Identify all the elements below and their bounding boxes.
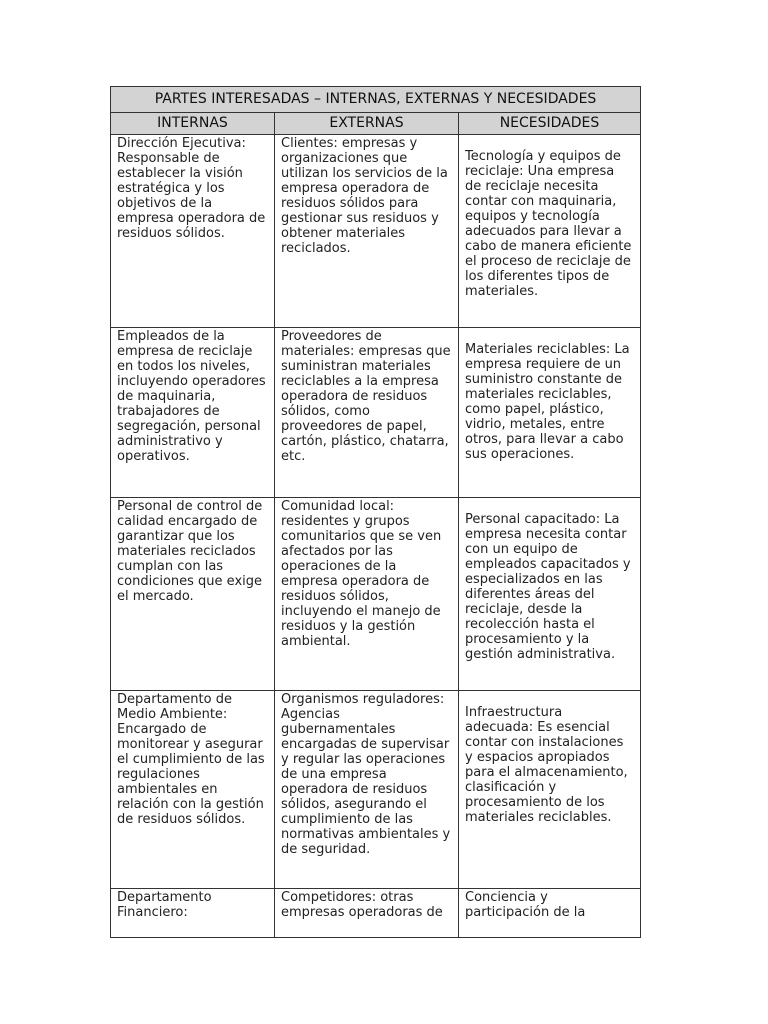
cell-internas: Departamento Financiero: [111,889,275,938]
cell-internas: Empleados de la empresa de reciclaje en todos los niveles, incluyendo operadores de maquinaria, trabajadores de segregación, personal administrativo y operativos. [111,328,275,498]
table-row [111,498,641,691]
cell-externas: Comunidad local: residentes y grupos comunitarios que se ven afectados por las operaciones de la empresa operadora de residuos sólidos, incluyendo el manejo de residuos y la gestión ambiental. [275,498,459,691]
stakeholders-table [110,86,641,938]
table-row [111,328,641,498]
cell-necesidades: Conciencia y participación de la [459,889,641,938]
cell-necesidades: Infraestructura adecuada: Es esencial contar con instalaciones y espacios apropiados para el almacenamiento, clasificación y procesamiento de los materiales reciclables. [459,691,641,889]
cell-externas: Competidores: otras empresas operadoras de [275,889,459,938]
document-page [110,86,640,938]
cell-necesidades: Personal capacitado: La empresa necesita contar con un equipo de empleados capacitados y especializados en las diferentes áreas del reciclaje, desde la recolección hasta el procesamiento y la gestión administrativa. [459,498,641,691]
column-header-externas: EXTERNAS [275,113,459,135]
table-title: PARTES INTERESADAS – INTERNAS, EXTERNAS Y NECESIDADES [111,87,641,113]
table-row [111,889,641,938]
cell-necesidades: Materiales reciclables: La empresa requiere de un suministro constante de materiales reciclables, como papel, plástico, vidrio, metales, entre otros, para llevar a cabo sus operaciones. [459,328,641,498]
cell-externas: Proveedores de materiales: empresas que suministran materiales reciclables a la empresa operadora de residuos sólidos, como proveedores de papel, cartón, plástico, chatarra, etc. [275,328,459,498]
cell-externas: Organismos reguladores: Agencias gubernamentales encargadas de supervisar y regular las operaciones de una empresa operadora de residuos sólidos, asegurando el cumplimiento de las normativas ambientales y de seguridad. [275,691,459,889]
column-header-internas: INTERNAS [111,113,275,135]
column-header-necesidades: NECESIDADES [459,113,641,135]
cell-internas: Departamento de Medio Ambiente: Encargado de monitorear y asegurar el cumplimiento de las regulaciones ambientales en relación con la gestión de residuos sólidos. [111,691,275,889]
cell-internas: Dirección Ejecutiva: Responsable de establecer la visión estratégica y los objetivos de la empresa operadora de residuos sólidos. [111,135,275,328]
header-row [111,113,641,135]
table-row [111,135,641,328]
table-row [111,691,641,889]
cell-necesidades: Tecnología y equipos de reciclaje: Una empresa de reciclaje necesita contar con maquinaria, equipos y tecnología adecuados para llevar a cabo de manera eficiente el proceso de reciclaje de los diferentes tipos de materiales. [459,135,641,328]
title-row [111,87,641,113]
cell-externas: Clientes: empresas y organizaciones que utilizan los servicios de la empresa operadora de residuos sólidos para gestionar sus residuos y obtener materiales reciclados. [275,135,459,328]
cell-internas: Personal de control de calidad encargado de garantizar que los materiales reciclados cumplan con las condiciones que exige el mercado. [111,498,275,691]
